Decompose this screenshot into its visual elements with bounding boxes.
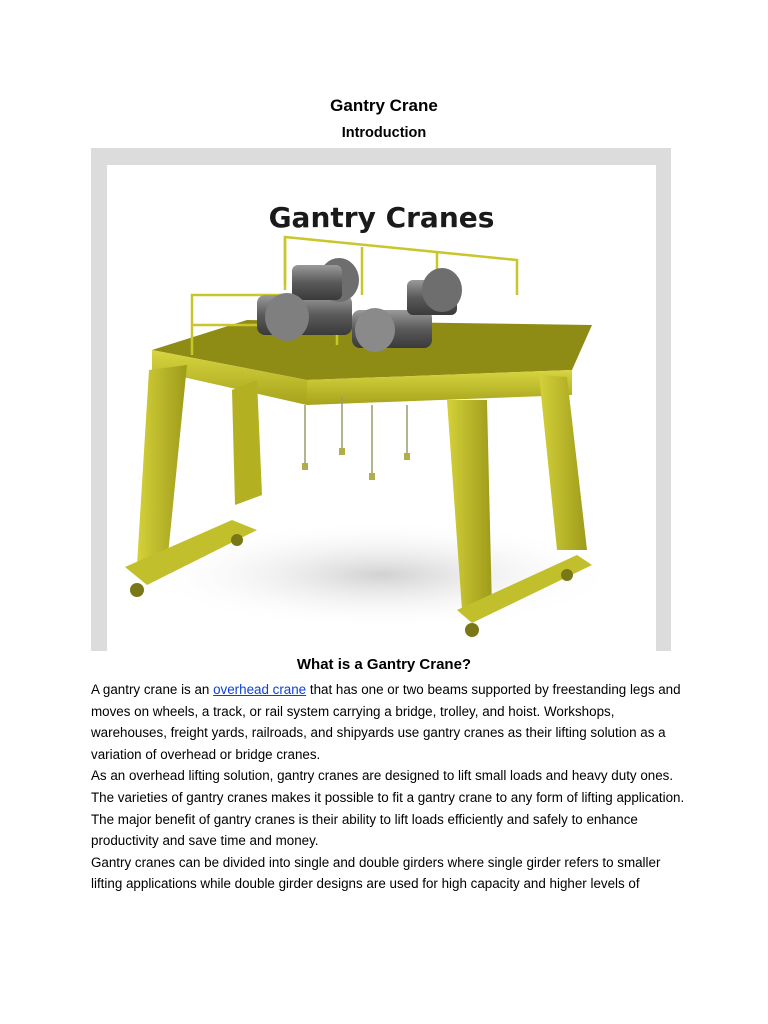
gantry-crane-illustration <box>107 165 656 651</box>
paragraph-2: As an overhead lifting solution, gantry cranes are designed to lift small loads and heavy duty ones. The varieties of gantry cranes makes it possible to fit a gantry crane to any form of lifting application. The major benefit of gantry cranes is their ability to lift loads efficiently and safely to enhance productivity and save time and money. <box>91 768 685 849</box>
figure-heading: Gantry Cranes <box>268 201 495 234</box>
subheading: What is a Gantry Crane? <box>296 656 472 673</box>
paragraph-1 <box>91 679 691 765</box>
body-text <box>91 679 691 895</box>
page-title: Gantry Crane <box>330 96 438 115</box>
figure-frame <box>91 148 671 651</box>
paragraph-1-start: A gantry crane is an <box>91 682 214 697</box>
paragraph-1-end: that has one or two beams supported by freestanding legs and moves on wheels, a track, or rail system carrying a bridge, trolley, and hoist. Workshops, warehouses, freight yards, railroads, and shipyards use gantry cranes as their lifting solution as a variation of overhead or bridge cranes. <box>91 682 681 762</box>
figure-image <box>107 165 656 651</box>
section-heading-introduction: Introduction <box>341 125 427 141</box>
paragraph-3: Gantry cranes can be divided into single and double girders where single girder refers to smaller lifting applications while double girder designs are used for high capacity and higher levels of <box>91 854 661 892</box>
overhead-crane-link[interactable]: overhead crane <box>213 682 307 697</box>
